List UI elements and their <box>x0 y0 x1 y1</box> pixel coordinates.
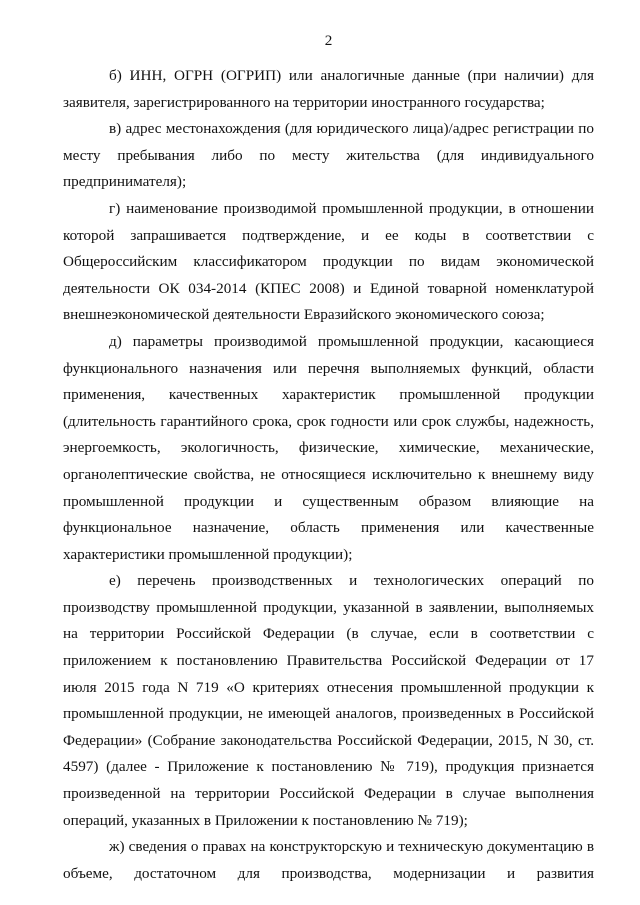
page-number: 2 <box>324 32 333 49</box>
paragraph-zh: ж) сведения о правах на конструкторскую и техническую документацию в объеме, достаточном для производства, модернизации и развития <box>63 838 594 882</box>
paragraph-v: в) адрес местонахождения (для юридического лица)/адрес регистрации по месту пребывания либо по месту жительства (для индивидуального предпринимателя); <box>63 120 594 191</box>
paragraph-g: г) наименование производимой промышленной продукции, в отношении которой запрашивается подтверждение, и ее коды в соответствии с Общероссийским классификатором продукции по видам экономической деятельности ОК 034-2014 (КПЕС 2008) и Единой товарной номенклатурой внешнеэкономической деятельности Евразийского экономического союза; <box>63 199 594 324</box>
paragraph-e: е) перечень производственных и технологических операций по производству промышленной продукции, указанной в заявлении, выполняемых на территории Российской Федерации (в случае, если в соответствии с приложением к постановлению Правительства Российской Федерации от 17 июля 2015 года N 719 «О критериях отнесения промышленной продукции к промышленной продукции, не имеющей аналогов, произведенных в Российской Федерации» (Собрание законодательства Российской Федерации, 2015, N 30, ст. 4597) (далее - Приложение к постановлению № 719), продукция признается произведенной на территории Российской Федерации в случае выполнения операций, указанных в Приложении к постановлению № 719); <box>63 572 594 829</box>
paragraph-b: б) ИНН, ОГРН (ОГРИП) или аналогичные данные (при наличии) для заявителя, зарегистрированного на территории иностранного государства; <box>63 67 594 111</box>
paragraph-d: д) параметры производимой промышленной продукции, касающиеся функционального назначения или перечня выполняемых функций, области применения, качественных характеристик промышленной продукции (длительность гарантийного срока, срок годности или срок службы, надежность, энергоемкость, экологичность, физические, химические, механические, органолептические свойства, не относящиеся исключительно к внешнему виду промышленной продукции и существенным образом влияющие на функциональное назначение, область применения или качественные характеристики промышленной продукции); <box>63 332 594 563</box>
